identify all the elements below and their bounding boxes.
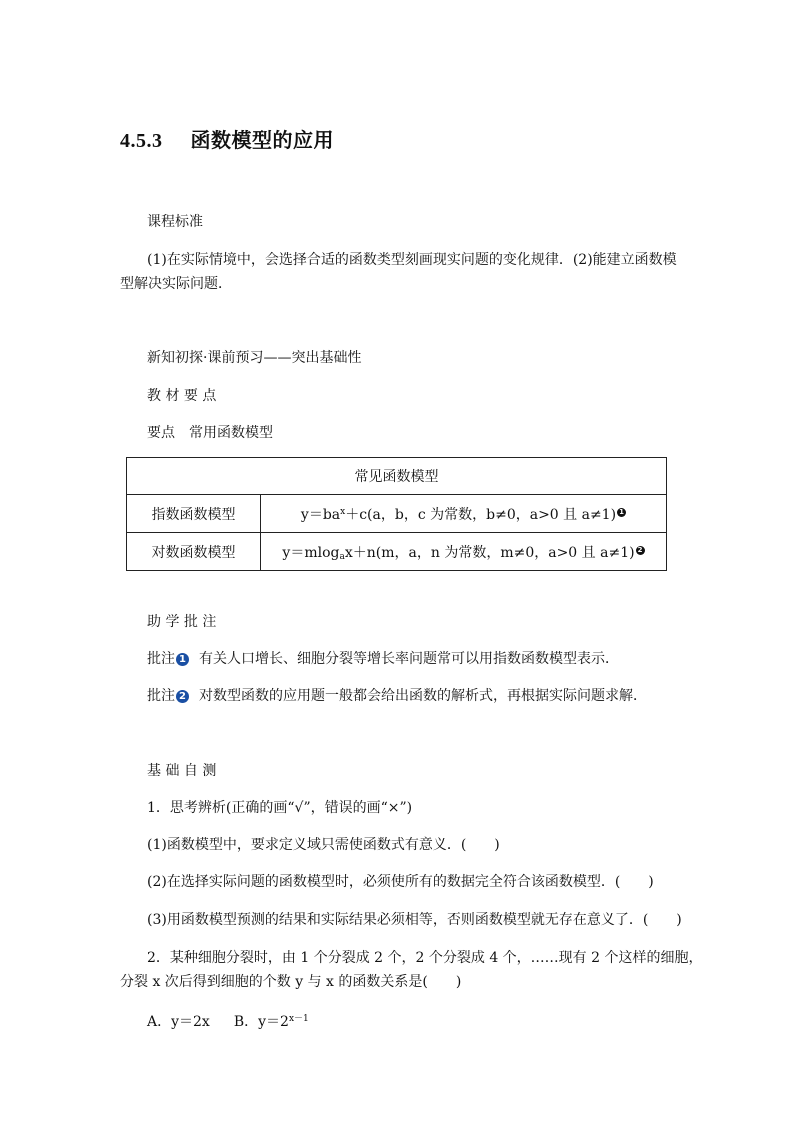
note-1 bbox=[147, 649, 619, 669]
note-marker-2-icon: 2 bbox=[176, 690, 189, 703]
question-2-options bbox=[147, 1009, 309, 1032]
option-a: A．y＝2x bbox=[147, 1014, 210, 1030]
model-name-exponential: 指数函数模型 bbox=[127, 495, 261, 533]
table-header-row bbox=[127, 458, 667, 495]
section-title: 函数模型的应用 bbox=[190, 128, 334, 152]
question-1-item-2: (2)在选择实际问题的函数模型时，必须使所有的数据完全符合该函数模型．( ) bbox=[147, 874, 654, 890]
option-b: B．$y=2^{x-1}$ bbox=[233, 1014, 309, 1030]
table-header: 常见函数模型 bbox=[127, 458, 667, 495]
curriculum-heading: 课程标准 bbox=[147, 214, 203, 230]
table-row-logarithmic bbox=[127, 533, 667, 571]
textbook-points-heading: 教 材 要 点 bbox=[147, 388, 217, 404]
point-label: 要点 常用函数模型 bbox=[147, 425, 273, 441]
note-marker-1-icon: 1 bbox=[176, 653, 189, 666]
footnote-marker-1: 1 bbox=[617, 508, 626, 517]
self-test-heading: 基 础 自 测 bbox=[147, 763, 217, 779]
note-text: 对数型函数的应用题一般都会给出函数的解析式，再根据实际问题求解． bbox=[199, 688, 647, 704]
note-label: 批注 bbox=[147, 651, 175, 667]
model-formula-logarithmic: y＝mlog$_a$x＋n(m，a，n 为常数，m≠0，a>0 且 a≠1) 2 bbox=[261, 533, 667, 571]
question-2-line-2: 分裂 x 次后得到细胞的个数 y 与 x 的函数关系是( ) bbox=[120, 974, 462, 990]
preview-heading: 新知初探·课前预习——突出基础性 bbox=[147, 350, 362, 366]
note-text: 有关人口增长、细胞分裂等增长率问题常可以用指数函数模型表示． bbox=[199, 651, 619, 667]
notes-heading: 助 学 批 注 bbox=[147, 614, 217, 630]
table-row-exponential bbox=[127, 495, 667, 533]
footnote-marker-2: 2 bbox=[636, 546, 645, 555]
curriculum-line-2: 型解决实际问题． bbox=[120, 276, 232, 292]
question-2-line-1: 2．某种细胞分裂时，由 1 个分裂成 2 个，2 个分裂成 4 个，……现有 2 个这样的细胞， bbox=[147, 950, 703, 966]
question-1-item-3: (3)用函数模型预测的结果和实际结果必须相等，否则函数模型就无存在意义了．( ) bbox=[147, 912, 682, 928]
question-1-stem: 1．思考辨析(正确的画“√”，错误的画“×”) bbox=[147, 800, 413, 816]
function-model-table bbox=[126, 457, 667, 571]
curriculum-line-1: (1)在实际情境中，会选择合适的函数类型刻画现实问题的变化规律．(2)能建立函数模 bbox=[147, 252, 677, 268]
question-1-item-1: (1)函数模型中，要求定义域只需使函数式有意义．( ) bbox=[147, 837, 500, 853]
section-number: 4.5.3 bbox=[120, 130, 163, 152]
model-formula-exponential: $y=ba^x+c(a$，b，c 为常数，b≠0，a>0 且 a≠1) 1 bbox=[261, 495, 667, 533]
note-2 bbox=[147, 686, 647, 706]
model-name-logarithmic: 对数函数模型 bbox=[127, 533, 261, 571]
page-title bbox=[120, 124, 334, 153]
note-label: 批注 bbox=[147, 688, 175, 704]
